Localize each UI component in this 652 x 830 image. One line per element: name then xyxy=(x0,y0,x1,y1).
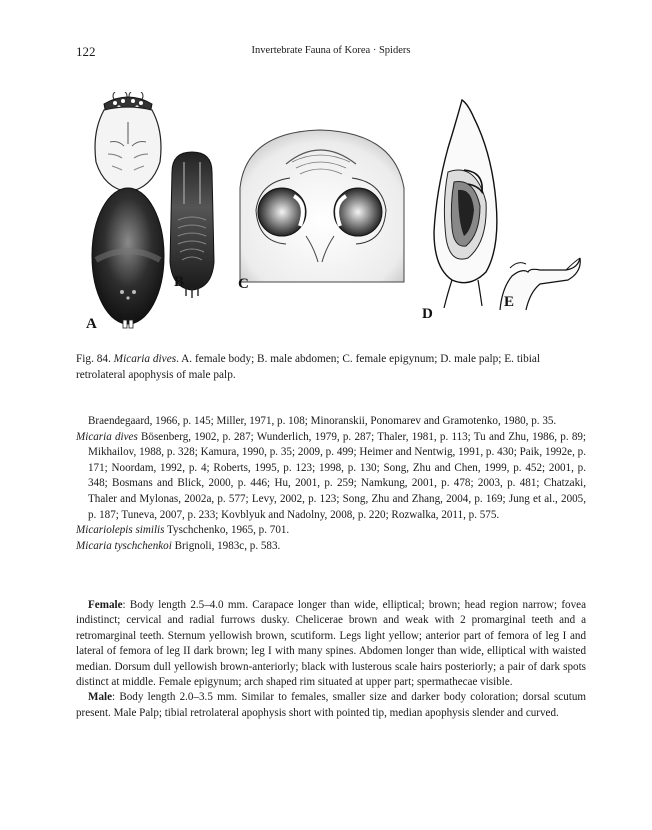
figure-label-b: B xyxy=(174,274,185,290)
figure-illustrations xyxy=(60,92,600,342)
female-text: : Body length 2.5–4.0 mm. Carapace longer than wide, elliptical; brown; head region narrow; fovea indistinct; cervical and radial furrows dusky. Chelicerae brown and weak with 2 promarginal teeth and a retromarginal teeth. Sternum yellowish brown, scutiform. Legs light yellow; anterior part of femora of leg I and lateral of femora of leg II dark brown; leg I with many spines. Abdomen longer than wide, elliptical with waisted median. Dorsum dull yellowish brown-anteriorly; black with lusterous scale hairs posteriorly; a pair of dark spots distinct at middle. Female epigynum; arch shaped rim situated at upper part; spermathecae visible. xyxy=(76,599,586,689)
caption-species: Micaria dives xyxy=(113,353,177,365)
page-number: 122 xyxy=(76,44,96,59)
species-description xyxy=(76,598,586,721)
synonym-name: Micaria dives xyxy=(76,430,138,443)
figure-label-a: A xyxy=(86,316,97,332)
figure-caption xyxy=(76,351,586,383)
figure-label-d: D xyxy=(422,306,433,322)
page-header xyxy=(76,44,586,62)
synonym-citations: Brignoli, 1983c, p. 583. xyxy=(171,539,281,552)
figure-label-c: C xyxy=(238,276,249,292)
male-text: : Body length 2.0–3.5 mm. Similar to females, smaller size and darker body coloration; dorsal scutum present. Male Palp; tibial retrolateral apophysis short with pointed tip, median apophysis slender and curved. xyxy=(76,691,586,719)
synonym-name: Micaria tyschchenkoi xyxy=(76,539,172,552)
female-epigynum-drawing xyxy=(240,130,404,282)
synonym-citations: Tyschchenko, 1965, p. 701. xyxy=(164,524,290,537)
male-palp-drawing xyxy=(434,100,497,308)
female-body-drawing xyxy=(92,92,164,328)
running-title: Invertebrate Fauna of Korea · Spiders xyxy=(251,45,411,56)
synonymy-entry xyxy=(76,539,586,555)
synonymy-entry xyxy=(76,523,586,539)
figure-label-e: E xyxy=(504,294,515,310)
caption-text: . A. female body; B. male abdomen; C. female epigynum; D. male palp; E. tibial retrolateral apophysis of male palp. xyxy=(76,353,541,381)
synonymy-entry xyxy=(76,430,586,524)
synonymy-continuation: Braendegaard, 1966, p. 145; Miller, 1971, p. 108; Minoranskii, Ponomarev and Gramotenko, 1980, p. 35. xyxy=(88,415,557,427)
male-description xyxy=(76,690,586,721)
synonymy-list xyxy=(76,414,586,554)
male-heading: Male xyxy=(88,691,113,704)
caption-figure-number: Fig. 84. xyxy=(76,353,111,365)
figure-84 xyxy=(60,92,600,342)
synonym-name: Micariolepis similis xyxy=(76,524,165,537)
female-heading: Female xyxy=(88,599,123,611)
female-description xyxy=(76,598,586,690)
synonym-citations: Bösenberg, 1902, p. 287; Wunderlich, 1979, p. 287; Thaler, 1981, p. 113; Tu and Zhu, 1986, p. 89; Mikhailov, 1988, p. 328; Kamura, 1990, p. 35; 2009, p. 499; Heimer and Nentwig, 1991, p. 430; Paik, 1992e, p. 171; Noordam, 1992, p. 4; Roberts, 1995, p. 123; 1998, p. 130; Song, Zhu and Chen, 1999, p. 452; 2001, p. 348; Bosmans and Blick, 2000, p. 446; Hu, 2001, p. 259; Namkung, 2001, p. 478; 2003, p. 481; Chatzaki, Thaler and Mylonas, 2002a, p. 577; Levy, 2002, p. 123; Song, Zhu and Zhang, 2004, p. 169; Jung et al., 2005, p. 187; Tuneva, 2007, p. 233; Kovblyuk and Nadolny, 2008, p. 220; Rozwalka, 2011, p. 575. xyxy=(88,430,587,521)
